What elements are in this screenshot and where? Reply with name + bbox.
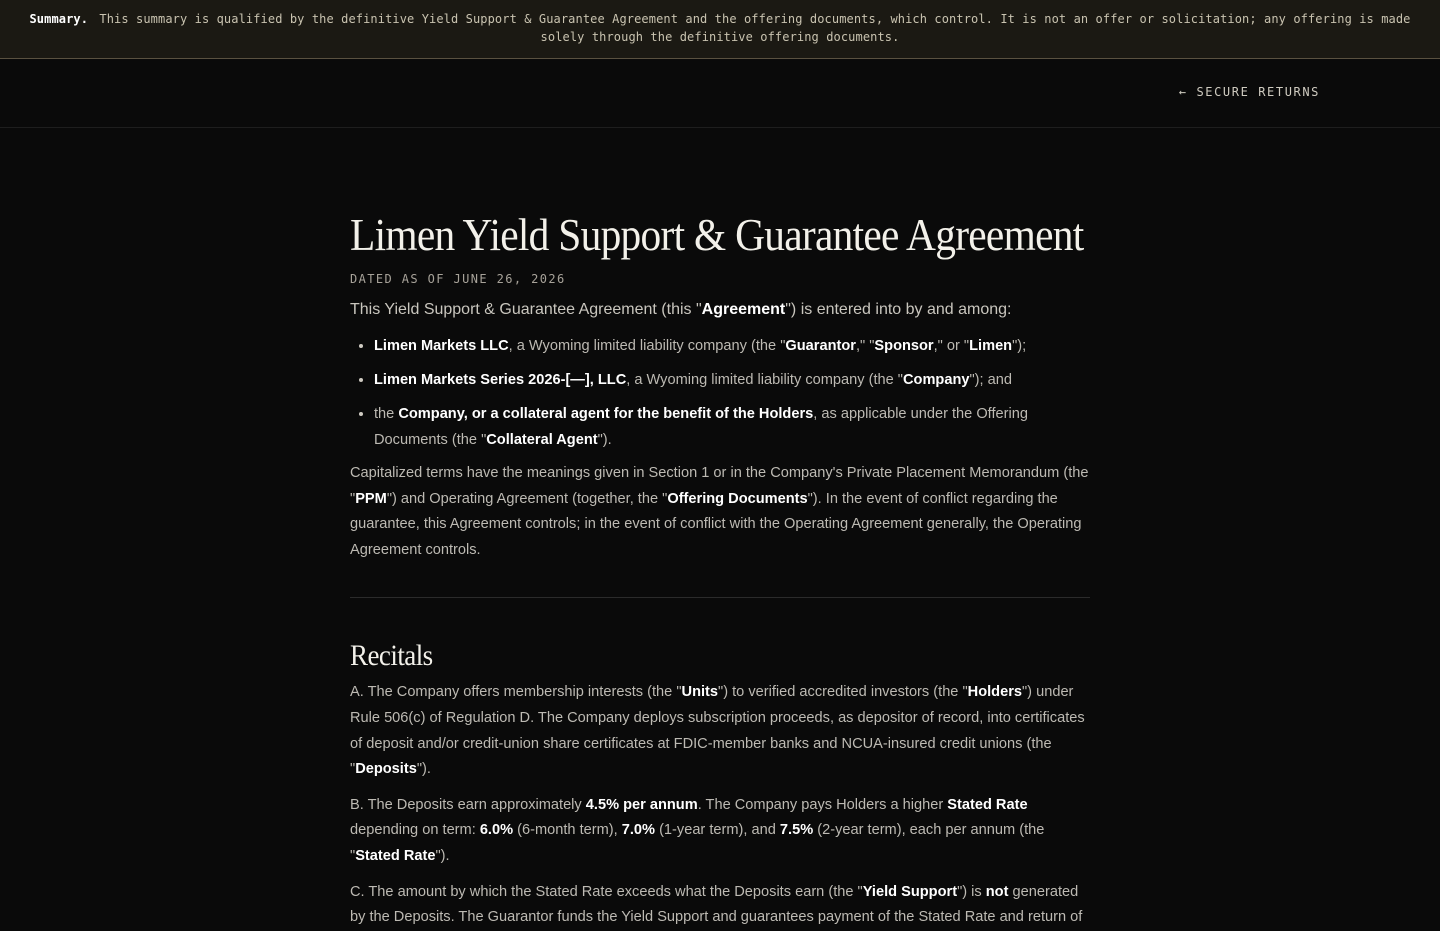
- defined-term: Stated Rate: [355, 847, 436, 864]
- party-text: ," ": [855, 338, 875, 354]
- paragraph-text: ").: [416, 761, 431, 778]
- party-text: , as applicable under the Offering Documents (the ": [374, 406, 1028, 448]
- defined-term: Agreement: [701, 301, 786, 318]
- paragraph-text: B. The Deposits earn approximately: [350, 796, 586, 813]
- party-name: Company, or a collateral agent for the benefit of the Holders: [398, 406, 814, 422]
- defined-term: Company: [903, 372, 970, 388]
- defined-term: Offering Documents: [667, 490, 808, 507]
- defined-term: Deposits: [355, 761, 417, 778]
- paragraph-text: (2-year term), each per annum (the ": [350, 822, 1045, 864]
- defined-term: Holders: [967, 684, 1022, 701]
- intro-text: ") is entered into by and among:: [785, 301, 1012, 318]
- paragraph-text: ") and Operating Agreement (together, the ": [386, 490, 668, 507]
- disclaimer-banner: [0, 0, 1440, 59]
- defined-term: Collateral Agent: [486, 432, 598, 448]
- party-text: , a Wyoming limited liability company (the ": [626, 372, 903, 388]
- party-guarantor: [374, 333, 1090, 359]
- paragraph-text: (1-year term), and: [655, 822, 780, 839]
- party-company: [374, 367, 1090, 393]
- top-nav: [0, 59, 1440, 128]
- defined-term: PPM: [355, 490, 387, 507]
- paragraph-text: . The Company pays Holders a higher: [697, 796, 948, 813]
- defined-term: Yield Support: [862, 883, 958, 900]
- paragraph-text: ") to verified accredited investors (the ": [718, 684, 968, 701]
- party-collateral-agent: [374, 401, 1090, 453]
- document-date: DATED AS OF JUNE 26, 2026: [350, 272, 566, 286]
- party-text: the: [374, 406, 399, 422]
- defined-term: Limen: [969, 338, 1013, 354]
- party-text: ").: [597, 432, 612, 448]
- rate-value: 7.5%: [779, 822, 814, 839]
- recitals-heading: Recitals: [350, 639, 433, 673]
- party-text: , a Wyoming limited liability company (the ": [508, 338, 786, 354]
- recital-b: [350, 793, 1090, 870]
- intro-paragraph: [350, 298, 1090, 322]
- paragraph-text: C. The amount by which the Stated Rate exceeds what the Deposits earn (the ": [350, 883, 863, 900]
- section-divider: [350, 597, 1090, 598]
- banner-lead: Summary.: [29, 12, 89, 26]
- defined-term: Stated Rate: [947, 796, 1028, 813]
- party-text: ");: [1012, 338, 1027, 354]
- party-text: "); and: [969, 372, 1012, 388]
- defined-term: Units: [681, 684, 719, 701]
- definitions-paragraph: [350, 461, 1090, 563]
- paragraph-text: ") is: [957, 883, 986, 900]
- rate-value: 4.5% per annum: [585, 796, 698, 813]
- defined-term: Guarantor: [785, 338, 856, 354]
- party-name: Limen Markets Series 2026-[—], LLC: [374, 372, 627, 388]
- defined-term: Sponsor: [874, 338, 934, 354]
- document-title: Limen Yield Support & Guarantee Agreement: [350, 209, 1084, 260]
- paragraph-text: Capitalized terms have the meanings given in Section 1 or in the Company's Private Placement Memorandum (the ": [350, 465, 1089, 507]
- recital-a: [350, 680, 1090, 782]
- intro-text: This Yield Support & Guarantee Agreement (this ": [350, 301, 702, 318]
- rate-value: 6.0%: [479, 822, 514, 839]
- paragraph-text: ").: [435, 847, 450, 864]
- paragraph-text: A. The Company offers membership interests (the ": [350, 684, 682, 701]
- rate-value: 7.0%: [621, 822, 656, 839]
- party-text: ," or ": [933, 338, 970, 354]
- paragraph-text: ") under Rule 506(c) of Regulation D. The Company deploys subscription proceeds, as depositor of record, into certificates of deposit and/or credit-union share certificates at FDIC-member banks and NCUA-insured credit unions (the ": [350, 684, 1085, 778]
- recital-c: [350, 880, 1090, 931]
- agreement-document: [350, 128, 1090, 931]
- banner-text: This summary is qualified by the definitive Yield Support & Guarantee Agreement and the offering documents, which control. It is not an offer or solicitation; any offering is made solely through the definitive offering documents.: [99, 12, 1411, 44]
- paragraph-text: (6-month term),: [513, 822, 622, 839]
- party-name: Limen Markets LLC: [374, 338, 509, 354]
- back-link[interactable]: ← SECURE RETURNS: [1178, 85, 1320, 99]
- paragraph-text: "). In the event of conflict regarding the guarantee, this Agreement controls; in the event of conflict with the Operating Agreement generally, the Operating Agreement controls.: [350, 490, 1082, 558]
- parties-list: [350, 333, 1090, 453]
- paragraph-text: depending on term:: [350, 822, 480, 839]
- paragraph-text: generated by the Deposits. The Guarantor funds the Yield Support and guarantees payment of the Stated Rate and return of: [350, 883, 1083, 926]
- emphasis: not: [985, 883, 1009, 900]
